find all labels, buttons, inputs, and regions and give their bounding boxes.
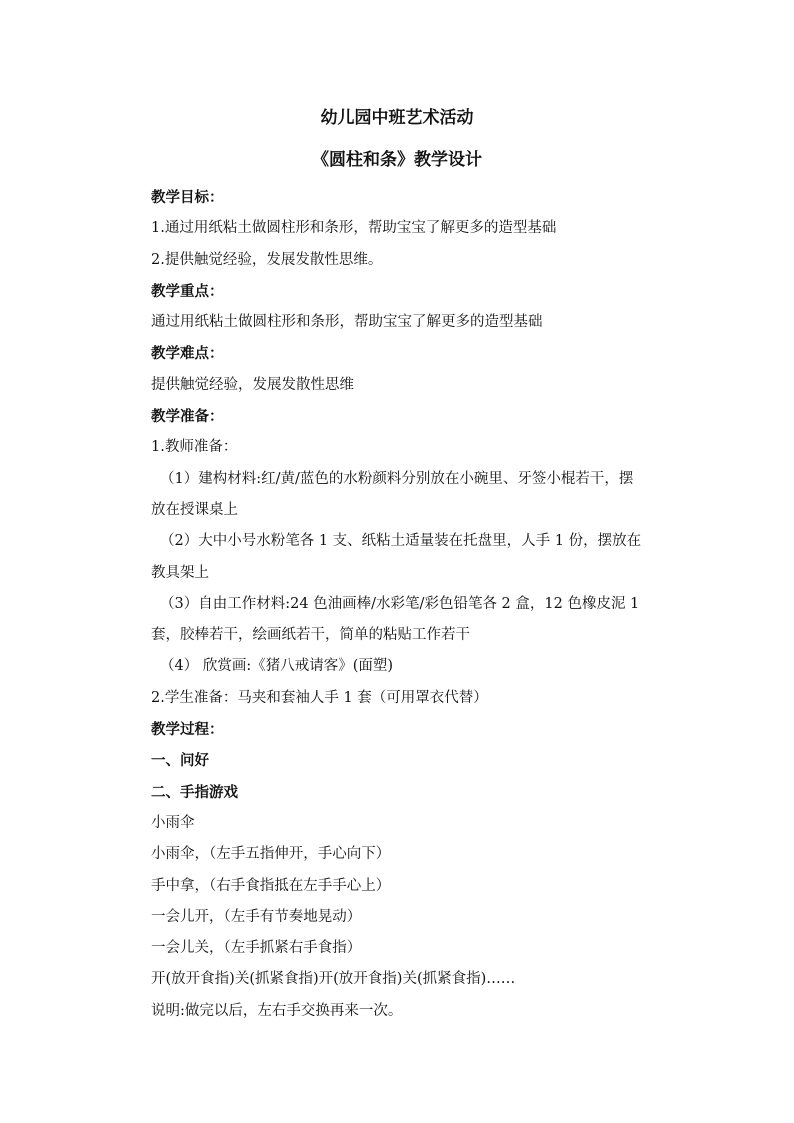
document-body <box>120 182 676 1027</box>
prep-student: 2.学生准备：马夹和套袖人手 1 套（可用罩衣代替） <box>151 689 488 706</box>
prep-item-2-line-2: 教具架上 <box>151 564 209 581</box>
prep-item-2-line-1: （2）大中小号水粉笔各 1 支、纸粘土适量装在托盘里，人手 1 份，摆放在 <box>160 533 642 550</box>
goals-item-2: 2.提供触觉经验，发展发散性思维。 <box>151 251 383 268</box>
prep-item-3-line-1: （3）自由工作材料:24 色油画棒/水彩笔/彩色铅笔各 2 盒，12 色橡皮泥 1 <box>160 595 640 612</box>
rhyme-line-1: 小雨伞，（左手五指伸开，手心向下） <box>151 846 391 863</box>
goals-item-1: 1.通过用纸粘土做圆柱形和条形，帮助宝宝了解更多的造型基础 <box>151 220 557 237</box>
rhyme-line-4: 一会儿关，（左手抓紧右手食指） <box>151 940 362 957</box>
difficulty-heading: 教学难点： <box>151 345 224 363</box>
rhyme-line-3: 一会儿开，（左手有节奏地晃动） <box>151 908 362 925</box>
prep-item-4: （4） 欣赏画:《猪八戒请客》(面塑) <box>160 658 394 675</box>
key-text: 通过用纸粘土做圆柱形和条形，帮助宝宝了解更多的造型基础 <box>151 314 543 331</box>
rhyme-title: 小雨伞 <box>151 814 195 831</box>
document-title: 幼儿园中班艺术活动 <box>320 108 474 128</box>
prep-item-3-line-2: 套，胶棒若干，绘画纸若干，简单的粘贴工作若干 <box>151 627 470 644</box>
prep-item-1-line-2: 放在授课桌上 <box>151 501 238 518</box>
process-heading: 教学过程： <box>151 721 224 739</box>
step-2: 二、手指游戏 <box>151 783 238 801</box>
key-heading: 教学重点： <box>151 282 224 300</box>
goals-heading: 教学目标： <box>151 189 224 206</box>
note-text: 说明:做完以后，左右手交换再来一次。 <box>151 1002 403 1019</box>
step-1: 一、问好 <box>151 752 209 770</box>
document-subtitle: 《圆柱和条》教学设计 <box>312 150 482 170</box>
rhyme-line-5: 开(放开食指)关(抓紧食指)开(放开食指)关(抓紧食指)…… <box>151 971 516 988</box>
prep-teacher: 1.教师准备： <box>151 439 238 456</box>
rhyme-line-2: 手中拿，（右手食指抵在左手手心上） <box>151 877 391 894</box>
prep-item-1-line-1: （1）建构材料:红/黄/蓝色的水粉颜料分别放在小碗里、牙签小棍若干，摆 <box>160 470 634 487</box>
difficulty-text: 提供触觉经验，发展发散性思维 <box>151 376 354 393</box>
prep-heading: 教学准备： <box>151 408 224 426</box>
